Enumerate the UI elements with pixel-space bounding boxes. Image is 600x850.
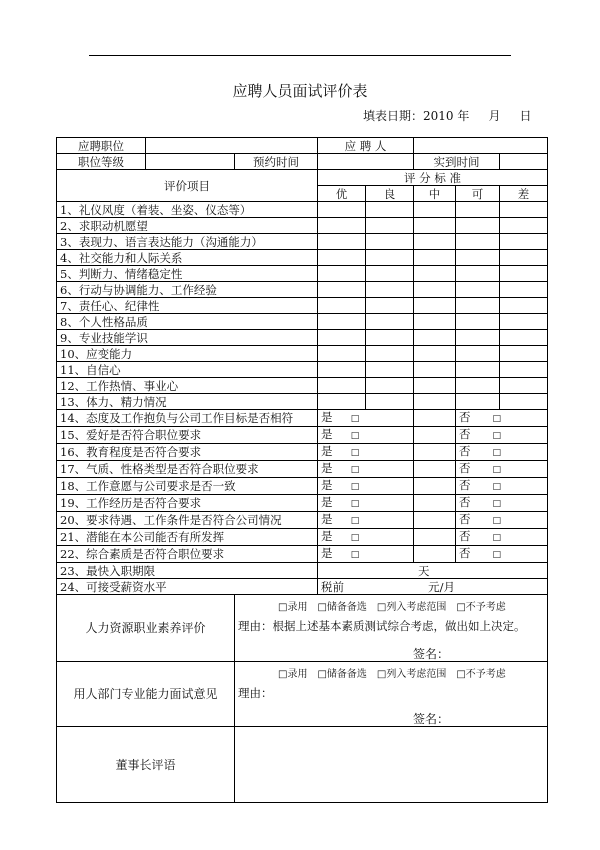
middle-cell — [414, 478, 456, 495]
actual-time-field[interactable] — [500, 154, 548, 170]
yes-label: 是 — [321, 495, 333, 509]
middle-cell — [414, 529, 456, 546]
fill-date — [363, 107, 532, 124]
salary-pre: 税前 — [321, 579, 344, 594]
grade-cell[interactable] — [500, 394, 548, 410]
yes-option[interactable] — [318, 529, 414, 546]
grade-cell[interactable] — [456, 346, 500, 362]
page-title: 应聘人员面试评价表 — [232, 82, 368, 100]
decision-option[interactable]: □不予考虑 — [456, 669, 506, 680]
hr-evaluation-content[interactable] — [235, 595, 548, 662]
yes-option[interactable] — [318, 495, 414, 512]
grade-cell[interactable] — [318, 202, 366, 218]
graded-item-row — [57, 202, 548, 218]
middle-cell — [414, 444, 456, 461]
yesno-item-label: 20、要求待遇、工作条件是否符合公司情况 — [57, 512, 318, 529]
grade-cell[interactable] — [366, 394, 414, 410]
grade-cell[interactable] — [366, 250, 414, 266]
no-option[interactable] — [456, 444, 548, 461]
start-date-label: 23、最快入职期限 — [57, 563, 318, 579]
grade-cell[interactable] — [414, 282, 456, 298]
yes-label: 是 — [321, 512, 333, 526]
graded-item-row — [57, 378, 548, 394]
graded-item-row — [57, 266, 548, 282]
yesno-item-label: 18、工作意愿与公司要求是否一致 — [57, 478, 318, 495]
graded-item-label: 8、个人性格品质 — [57, 314, 318, 330]
graded-item-row — [57, 250, 548, 266]
yes-label: 是 — [321, 478, 333, 492]
graded-item-row — [57, 298, 548, 314]
grade-cell[interactable] — [500, 234, 548, 250]
grade-fair: 可 — [456, 186, 500, 202]
grade-cell[interactable] — [456, 266, 500, 282]
yesno-item-row — [57, 512, 548, 529]
graded-item-label: 12、工作热情、事业心 — [57, 378, 318, 394]
yes-label: 是 — [321, 410, 333, 424]
decision-option[interactable]: □储备备选 — [317, 669, 367, 680]
grade-cell[interactable] — [456, 250, 500, 266]
no-option[interactable] — [456, 495, 548, 512]
grade-cell[interactable] — [414, 266, 456, 282]
grade-cell[interactable] — [456, 362, 500, 378]
position-label: 应聘职位 — [57, 138, 146, 154]
graded-item-label: 3、表现力、语言表达能力（沟通能力） — [57, 234, 318, 250]
dept-opinion-reason: 理由： — [238, 686, 273, 700]
yes-label: 是 — [321, 427, 333, 441]
grade-cell[interactable] — [500, 218, 548, 234]
no-label: 否 — [459, 495, 471, 509]
decision-option[interactable]: □录用 — [278, 669, 308, 680]
graded-item-row — [57, 314, 548, 330]
grade-cell[interactable] — [500, 202, 548, 218]
grade-cell[interactable] — [414, 202, 456, 218]
decision-option[interactable]: □储备备选 — [317, 602, 367, 613]
dept-opinion-row — [57, 662, 548, 727]
grade-cell[interactable] — [318, 314, 366, 330]
dept-opinion-label: 用人部门专业能力面试意见 — [57, 662, 235, 727]
grade-cell[interactable] — [414, 362, 456, 378]
hr-evaluation-label: 人力资源职业素养评价 — [57, 595, 235, 662]
yesno-item-row — [57, 478, 548, 495]
start-date-field[interactable] — [318, 563, 548, 579]
hr-evaluation-options — [238, 601, 544, 615]
graded-item-label: 9、专业技能学识 — [57, 330, 318, 346]
yes-option[interactable] — [318, 427, 414, 444]
no-option[interactable] — [456, 512, 548, 529]
no-option[interactable] — [456, 410, 548, 427]
yesno-item-row — [57, 461, 548, 478]
yesno-item-row — [57, 444, 548, 461]
level-label: 职位等级 — [57, 154, 146, 170]
grade-cell[interactable] — [456, 314, 500, 330]
no-option[interactable] — [456, 478, 548, 495]
yesno-item-label: 22、综合素质是否符合职位要求 — [57, 546, 318, 563]
yes-option[interactable] — [318, 546, 414, 563]
yes-label: 是 — [321, 461, 333, 475]
yesno-item-label: 17、气质、性格类型是否符合职位要求 — [57, 461, 318, 478]
decision-option[interactable]: □列入考虑范围 — [376, 602, 447, 613]
no-option[interactable] — [456, 529, 548, 546]
yes-checkbox[interactable]: □ — [350, 482, 360, 492]
graded-item-label: 6、行动与协调能力、工作经验 — [57, 282, 318, 298]
graded-item-label: 2、求职动机愿望 — [57, 218, 318, 234]
no-label: 否 — [459, 427, 471, 441]
yesno-item-row — [57, 529, 548, 546]
graded-item-row — [57, 218, 548, 234]
grade-poor: 差 — [500, 186, 548, 202]
hr-evaluation-signature: 签名： — [413, 647, 450, 661]
grade-cell[interactable] — [318, 218, 366, 234]
yes-checkbox[interactable]: □ — [350, 465, 360, 475]
salary-row — [57, 579, 548, 595]
no-checkbox[interactable]: □ — [492, 431, 501, 441]
applicant-field[interactable] — [414, 138, 548, 154]
grade-cell[interactable] — [456, 218, 500, 234]
hr-evaluation-reason: 理由：根据上述基本素质测试综合考虑，做出如上决定。 — [238, 619, 526, 633]
no-label: 否 — [459, 512, 471, 526]
yes-option[interactable] — [318, 410, 414, 427]
scheduled-time-field[interactable] — [318, 154, 414, 170]
position-field[interactable] — [146, 138, 318, 154]
yes-checkbox[interactable]: □ — [350, 550, 360, 560]
date-day: 日 — [519, 109, 532, 123]
yes-option[interactable] — [318, 461, 414, 478]
no-checkbox[interactable]: □ — [492, 499, 501, 509]
middle-cell — [414, 512, 456, 529]
chairman-comment-label: 董事长评语 — [57, 727, 235, 803]
start-date-unit: 天 — [418, 563, 430, 578]
grade-cell[interactable] — [318, 346, 366, 362]
dept-opinion-signature: 签名： — [413, 712, 450, 726]
graded-item-row — [57, 282, 548, 298]
yes-option[interactable] — [318, 512, 414, 529]
grade-cell[interactable] — [366, 346, 414, 362]
standard-header: 评 分 标 准 — [318, 170, 548, 186]
start-date-row — [57, 563, 548, 579]
applicant-label: 应 聘 人 — [318, 138, 414, 154]
graded-item-row — [57, 394, 548, 410]
graded-item-label: 13、体力、精力情况 — [57, 394, 318, 410]
grade-cell[interactable] — [456, 282, 500, 298]
no-option[interactable] — [456, 427, 548, 444]
yes-checkbox[interactable]: □ — [350, 516, 360, 526]
grade-cell[interactable] — [414, 378, 456, 394]
level-field[interactable] — [146, 154, 235, 170]
grade-cell[interactable] — [500, 362, 548, 378]
grade-cell[interactable] — [414, 250, 456, 266]
grade-cell[interactable] — [500, 330, 548, 346]
grade-cell[interactable] — [366, 234, 414, 250]
grade-cell[interactable] — [366, 314, 414, 330]
grade-cell[interactable] — [366, 218, 414, 234]
date-label: 填表日期： — [363, 109, 424, 123]
middle-cell — [414, 495, 456, 512]
grade-cell[interactable] — [500, 282, 548, 298]
middle-cell — [414, 427, 456, 444]
grade-cell[interactable] — [500, 250, 548, 266]
grade-cell[interactable] — [500, 298, 548, 314]
salary-unit: 元/月 — [428, 579, 455, 594]
grade-cell[interactable] — [318, 250, 366, 266]
grade-cell[interactable] — [500, 266, 548, 282]
middle-cell — [414, 546, 456, 563]
graded-item-row — [57, 234, 548, 250]
grade-cell[interactable] — [318, 298, 366, 314]
yesno-item-label: 16、教育程度是否符合要求 — [57, 444, 318, 461]
yes-checkbox[interactable]: □ — [350, 499, 360, 509]
salary-field[interactable] — [318, 579, 548, 595]
yes-checkbox[interactable]: □ — [350, 414, 360, 424]
no-checkbox[interactable]: □ — [492, 448, 501, 458]
grade-cell[interactable] — [414, 314, 456, 330]
grade-cell[interactable] — [456, 378, 500, 394]
grade-cell[interactable] — [414, 346, 456, 362]
grade-cell[interactable] — [366, 266, 414, 282]
decision-option[interactable]: □录用 — [278, 602, 308, 613]
yes-checkbox[interactable]: □ — [350, 448, 360, 458]
grade-cell[interactable] — [318, 282, 366, 298]
grade-medium: 中 — [414, 186, 456, 202]
no-label: 否 — [459, 478, 471, 492]
grade-cell[interactable] — [318, 234, 366, 250]
grade-cell[interactable] — [318, 378, 366, 394]
decision-option[interactable]: □不予考虑 — [456, 602, 506, 613]
yesno-item-label: 19、工作经历是否符合要求 — [57, 495, 318, 512]
grade-cell[interactable] — [456, 234, 500, 250]
scheduled-time-label: 预约时间 — [235, 154, 318, 170]
grade-cell[interactable] — [500, 314, 548, 330]
grade-excellent: 优 — [318, 186, 366, 202]
yesno-item-row — [57, 495, 548, 512]
no-label: 否 — [459, 461, 471, 475]
graded-item-row — [57, 362, 548, 378]
top-rule — [89, 55, 511, 56]
grade-cell[interactable] — [366, 298, 414, 314]
grade-cell[interactable] — [366, 202, 414, 218]
grade-cell[interactable] — [318, 362, 366, 378]
salary-label: 24、可接受薪资水平 — [57, 579, 318, 595]
no-checkbox[interactable]: □ — [492, 533, 501, 543]
yesno-item-label: 21、潜能在本公司能否有所发挥 — [57, 529, 318, 546]
no-label: 否 — [459, 529, 471, 543]
graded-item-row — [57, 346, 548, 362]
no-checkbox[interactable]: □ — [492, 516, 501, 526]
yesno-item-row — [57, 410, 548, 427]
yes-checkbox[interactable]: □ — [350, 533, 360, 543]
graded-item-label: 4、社交能力和人际关系 — [57, 250, 318, 266]
grade-cell[interactable] — [318, 394, 366, 410]
actual-time-label: 实到时间 — [414, 154, 500, 170]
date-year: 2010 年 — [423, 109, 470, 123]
no-label: 否 — [459, 546, 471, 560]
yes-option[interactable] — [318, 444, 414, 461]
grade-cell[interactable] — [318, 266, 366, 282]
yes-label: 是 — [321, 529, 333, 543]
graded-item-label: 1、礼仪风度（着装、坐姿、仪态等） — [57, 202, 318, 218]
no-checkbox[interactable]: □ — [492, 414, 501, 424]
grade-cell[interactable] — [500, 346, 548, 362]
no-option[interactable] — [456, 461, 548, 478]
grade-cell[interactable] — [318, 330, 366, 346]
hr-evaluation-row — [57, 595, 548, 662]
eval-items-header: 评价项目 — [57, 170, 318, 202]
yesno-item-label: 14、态度及工作抱负与公司工作目标是否相符 — [57, 410, 318, 427]
evaluation-form — [56, 137, 548, 803]
date-month: 月 — [488, 109, 501, 123]
middle-cell — [414, 461, 456, 478]
grade-cell[interactable] — [456, 202, 500, 218]
grade-cell[interactable] — [414, 394, 456, 410]
graded-item-row — [57, 330, 548, 346]
graded-item-label: 10、应变能力 — [57, 346, 318, 362]
chairman-comment-content[interactable] — [235, 727, 548, 803]
no-checkbox[interactable]: □ — [492, 465, 501, 475]
grade-cell[interactable] — [366, 330, 414, 346]
graded-item-label: 7、责任心、纪律性 — [57, 298, 318, 314]
grade-cell[interactable] — [414, 218, 456, 234]
yesno-item-label: 15、爱好是否符合职位要求 — [57, 427, 318, 444]
yesno-item-row — [57, 546, 548, 563]
yesno-item-row — [57, 427, 548, 444]
middle-cell — [414, 410, 456, 427]
yes-option[interactable] — [318, 478, 414, 495]
no-label: 否 — [459, 444, 471, 458]
grade-cell[interactable] — [414, 234, 456, 250]
chairman-comment-row — [57, 727, 548, 803]
grade-cell[interactable] — [414, 330, 456, 346]
yes-label: 是 — [321, 444, 333, 458]
no-checkbox[interactable]: □ — [492, 482, 501, 492]
no-checkbox[interactable]: □ — [492, 550, 501, 560]
grade-cell[interactable] — [456, 394, 500, 410]
grade-cell[interactable] — [456, 298, 500, 314]
grade-cell[interactable] — [366, 282, 414, 298]
dept-opinion-options — [238, 668, 544, 682]
grade-cell[interactable] — [366, 378, 414, 394]
grade-cell[interactable] — [414, 298, 456, 314]
grade-cell[interactable] — [500, 378, 548, 394]
graded-item-label: 5、判断力、情绪稳定性 — [57, 266, 318, 282]
grade-good: 良 — [366, 186, 414, 202]
grade-cell[interactable] — [366, 362, 414, 378]
no-option[interactable] — [456, 546, 548, 563]
yes-label: 是 — [321, 546, 333, 560]
no-label: 否 — [459, 410, 471, 424]
grade-cell[interactable] — [456, 330, 500, 346]
graded-item-label: 11、自信心 — [57, 362, 318, 378]
decision-option[interactable]: □列入考虑范围 — [376, 669, 447, 680]
yes-checkbox[interactable]: □ — [350, 431, 360, 441]
dept-opinion-content[interactable] — [235, 662, 548, 727]
